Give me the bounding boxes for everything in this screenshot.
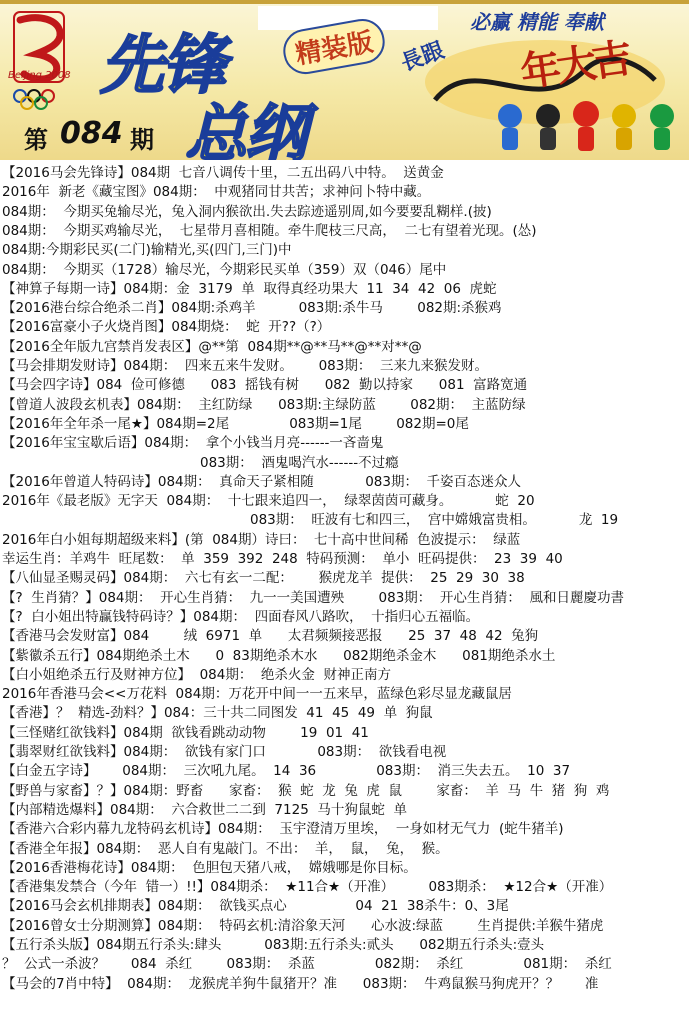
- header-banner: [0, 0, 689, 160]
- text-line: 【2016马会先锋诗】084期 七音八调传十里，二五出码八中特。 送黄金: [2, 165, 444, 181]
- text-line: 【香港马会发财富】084 绒 6971 单 太君频频接恶报 25 37 48 42 兔狗: [2, 628, 539, 645]
- issue-suffix: 期: [130, 126, 154, 154]
- text-line: 【2016年宝宝歇后语】084期： 拿个小钱当月亮------一吝啬鬼: [2, 435, 384, 452]
- text-line: 084期:今期彩民买(二门)输精光,买(四门,三门)中: [2, 242, 292, 259]
- text-line: 【2016富豪小子火烧肖图】084期烧： 蛇 开??（?）: [2, 319, 331, 336]
- text-line: 【野兽与家畜】？】084期：野畜 家畜： 猴 蛇 龙 兔 虎 鼠 家畜： 羊 马 牛 猪 狗 鸡: [2, 782, 610, 799]
- text-line: 083期： 旺波有七和四三， 宫中嫦娥富贵相。 龙 19: [250, 512, 619, 529]
- text-line: 【2016年全年杀一尾★】084期=2尾 083期=1尾 082期=0尾: [2, 415, 469, 432]
- beijing-2008-text: Beijing 2008: [8, 70, 71, 81]
- text-line: 【五行杀头版】084期五行杀头:肆头 083期:五行杀头:贰头 082期五行杀头:壹头: [2, 937, 545, 953]
- edition-badge: 精装版: [280, 15, 388, 77]
- issue-prefix: 第: [24, 126, 48, 154]
- text-line: 【白小姐绝杀五行及财神方位】 084期： 绝杀火金 财神正南方: [2, 666, 392, 683]
- text-line: 【白金五字诗】 084期： 三次吼九尾。 14 36 083期： 消三失去五。 10 37: [2, 763, 571, 780]
- text-line: 【马会四字诗】084 俭可修德 083 摇钱有树 082 勤以持家 081 富路宽通: [2, 377, 528, 394]
- text-line: 【马会的7肖中特】 084期： 龙猴虎羊狗牛鼠猪开？准 083期： 牛鸡鼠猴马狗虎开？？ 准: [2, 975, 599, 992]
- title-line-1: 先锋: [100, 29, 224, 103]
- text-line: 【八仙显圣赐灵码】084期： 六七有玄一二配： 猴虎龙羊 提供： 25 29 30 38: [2, 570, 525, 587]
- banner-changgen: 長跟: [397, 38, 448, 77]
- text-line: ？ 公式一杀波？ 084 杀红 083期： 杀蓝 082期： 杀红 081期： 杀红: [2, 956, 612, 973]
- text-line: 【翡翠财红欲钱料】084期： 欲钱有家门口 083期： 欲钱看电视: [2, 744, 447, 760]
- text-line: 【香港】？ 精选-劲料？】084：三十共二同图发 41 45 49 单 狗鼠: [2, 705, 433, 722]
- text-line: 【内部精选爆料】084期： 六合救世二二到 7125 马十狗鼠蛇 单: [2, 801, 407, 818]
- banner-daji: 年大吉: [517, 35, 632, 97]
- text-line: 【2016香港梅花诗】084期： 色胆包天猪八戒， 嫦娥哪是你目标。: [2, 859, 417, 876]
- text-line: 【曾道人波段玄机表】084期： 主红防绿 083期:主绿防蓝 082期： 主蓝防绿: [2, 396, 526, 413]
- banner-slogan: 必赢 精能 奉献: [470, 10, 604, 34]
- text-line: 【2016年曾道人特码诗】084期： 真命天子紧相随 083期： 千姿百态迷众人: [2, 473, 522, 490]
- text-line: 【2016马会玄机排期表】084期： 欲钱买点心 04 21 38杀牛：0、3尾: [2, 898, 509, 915]
- title-line-2: 总纲: [185, 97, 306, 160]
- text-line: 2016年《最老版》无字天 084期： 十七跟来追四一， 绿翠茵茵可藏身。 蛇 20: [2, 493, 535, 510]
- issue-number: 084: [60, 116, 123, 151]
- text-line: 【马会排期发财诗】084期： 四来五来牛发财。 083期： 三来九来猴发财。: [2, 358, 488, 374]
- text-line: 【2016曾女士分期测算】084期： 特码玄机:清浴象天河 心水波:绿蓝 生肖提供:羊猴牛猪虎: [2, 917, 604, 934]
- text-line: 【紫徽杀五行】084期绝杀土木 0 83期绝杀木水 082期绝杀金木 081期绝杀水土: [2, 647, 556, 664]
- text-line: 【2016港台综合绝杀二肖】084期:杀鸡羊 083期:杀牛马 082期:杀猴鸡: [2, 300, 502, 317]
- text-line: 【三怪赌红欲钱料】084期 欲钱看跳动动物 19 01 41: [2, 724, 369, 741]
- text-line: 084期： 今期买（1728）输尽光，今期彩民买单（359）双（046）尾中: [2, 261, 447, 278]
- text-line: 2016年白小姐每期超级来料】(第 084期）诗曰： 七十高中世间稀 色波提示： 绿蓝: [2, 531, 521, 548]
- text-line: 084期： 今期买鸡输尽光， 七星带月喜相随。牵牛爬枝三尺高， 二七有望着光现。(怂): [2, 222, 537, 239]
- text-line: 083期： 酒鬼喝汽水------不过瘾: [200, 454, 399, 471]
- text-line: 084期： 今期买兔输尽光，兔入洞内猴欲出.失去踪迹遥别周,如今要要乱糊样.(披): [2, 203, 492, 220]
- text-line: 【2016全年版九宫禁肖发表区】@**第 084期**@**马**@**对**@: [2, 338, 422, 355]
- text-line: 2016年香港马会<<万花料 084期：万花开中间一一五来早，蓝绿色彩尽显龙藏鼠居: [2, 686, 512, 703]
- text-line: 【神算子每期一诗】084期：金 3179 单 取得真经功果大 11 34 42 06 虎蛇: [2, 280, 497, 297]
- text-line: 【? 白小姐出特赢钱特码诗？】084期： 四面春风八路吹， 十指归心五福临。: [2, 608, 480, 625]
- fuwa-mascots-icon: [490, 96, 685, 156]
- banner-top-rule: [0, 0, 689, 4]
- text-line: 【香港集发禁合（今年 错一）!!】084期杀： ★11合★（开准） 083期杀： ★12合★（开准）: [2, 879, 613, 896]
- text-line: 【? 生肖猜？】084期： 开心生肖猜： 九一一美国遭殃 083期： 开心生肖猜： 風和日麗慶功書: [2, 589, 624, 606]
- text-line: 【香港六合彩内幕九龙特码玄机诗】084期： 玉宇澄清万里埃， 一身如材无气力 (蛇牛猪羊): [2, 821, 564, 838]
- text-line: 幸运生肖：羊鸡牛 旺尾数： 单 359 392 248 特码预测： 单小 旺码提供： 23 39 40: [2, 551, 563, 567]
- text-line: 2016年 新老《藏宝图》084期： 中观猪同甘共苦；求神问卜特中藏。: [2, 184, 431, 201]
- text-line: 【香港全年报】084期： 恶人自有鬼敲门。不出： 羊， 鼠， 兔， 猴。: [2, 840, 449, 857]
- olympic-emblem-icon: [6, 10, 76, 110]
